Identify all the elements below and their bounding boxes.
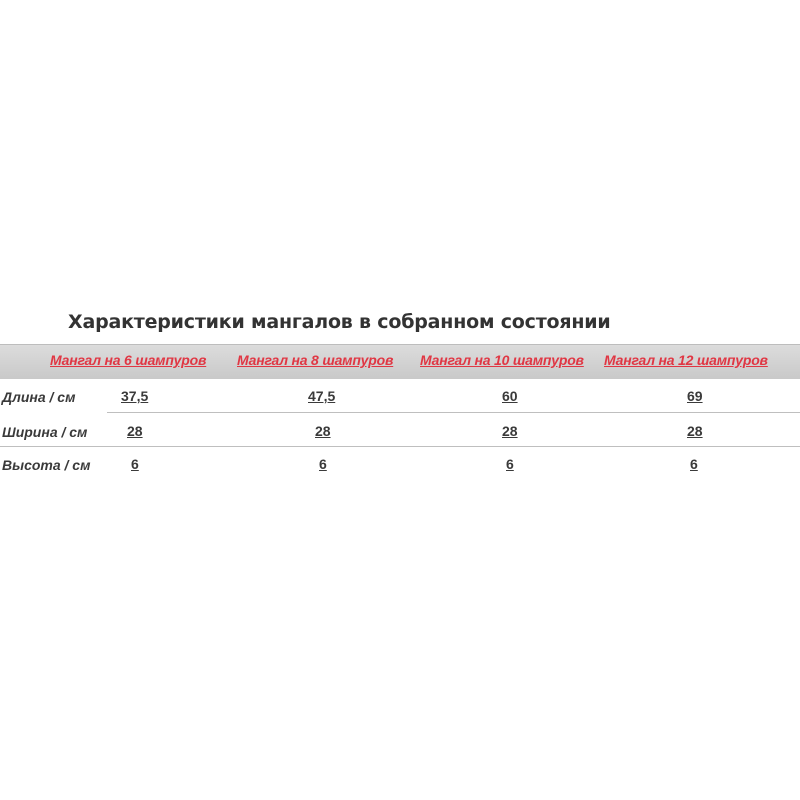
page-title: Характеристики мангалов в собранном состоянии <box>68 311 611 333</box>
column-header-10-skewers[interactable]: Мангал на 10 шампуров <box>420 352 584 368</box>
cell-width-12[interactable]: 28 <box>687 423 703 439</box>
cell-length-6[interactable]: 37,5 <box>121 388 149 404</box>
cell-width-8[interactable]: 28 <box>315 423 331 439</box>
row-separator <box>107 412 800 413</box>
column-header-6-skewers[interactable]: Мангал на 6 шампуров <box>50 352 207 368</box>
cell-width-6[interactable]: 28 <box>127 423 143 439</box>
cell-width-10[interactable]: 28 <box>502 423 518 439</box>
cell-length-8[interactable]: 47,5 <box>308 388 336 404</box>
cell-height-10[interactable]: 6 <box>506 456 514 472</box>
column-header-12-skewers[interactable]: Мангал на 12 шампуров <box>604 352 768 368</box>
cell-length-12[interactable]: 69 <box>687 388 703 404</box>
row-separator <box>0 446 800 447</box>
row-label-width: Ширина / см <box>2 424 88 440</box>
cell-height-12[interactable]: 6 <box>690 456 698 472</box>
cell-height-8[interactable]: 6 <box>319 456 327 472</box>
cell-length-10[interactable]: 60 <box>502 388 518 404</box>
row-label-length: Длина / см <box>2 389 76 405</box>
row-label-height: Высота / см <box>2 457 91 473</box>
column-header-8-skewers[interactable]: Мангал на 8 шампуров <box>237 352 394 368</box>
cell-height-6[interactable]: 6 <box>131 456 139 472</box>
